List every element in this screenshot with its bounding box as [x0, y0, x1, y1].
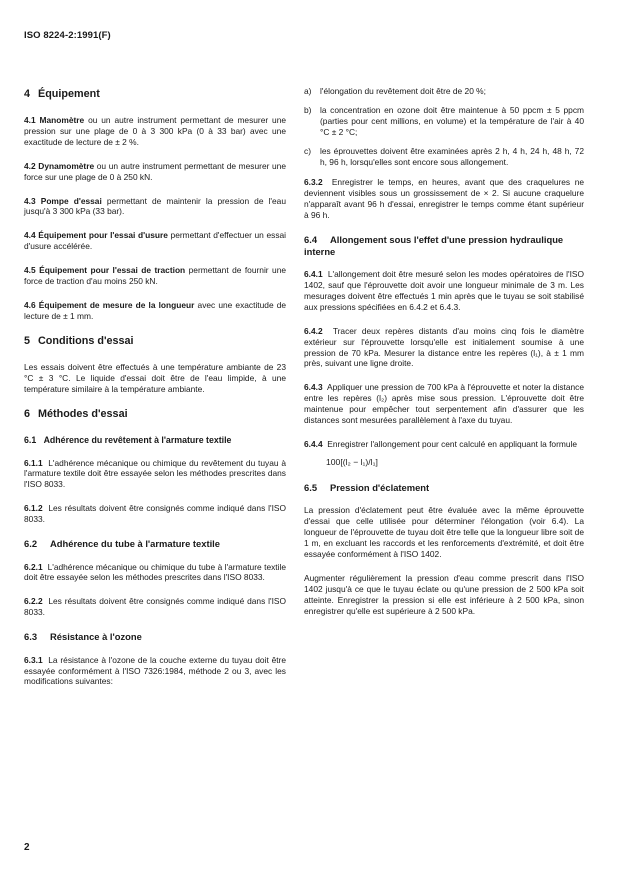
clause-text: L'adhérence mécanique ou chimique du tube à l'armature textile doit être essayée selon les méthodes prescrites dans l'ISO 8033.: [24, 561, 286, 583]
subsection-title: Adhérence du revêtement à l'armature textile: [43, 434, 232, 445]
elongation-formula: 100[(l₂ − l₁)/l₁]: [326, 456, 378, 467]
clause-6-4-2: [304, 326, 584, 370]
subsection-number: 6.5: [304, 481, 318, 493]
clause-number: 4.2: [24, 160, 36, 171]
section-title: Conditions d'essai: [38, 334, 134, 347]
clause-number: 6.4.2: [304, 325, 323, 336]
section-4-heading: [24, 88, 286, 101]
clause-text: L'allongement doit être mesuré selon les modes opératoires de l'ISO 1402, sauf que l'éprouvette doit avoir une longueur minimale de 3 m. Les mesurages doivent être effectués 1 min après que le tuyau se soit stabilisé aux pressions spécifiées en 6.4.2 et 6.4.3.: [304, 269, 585, 312]
clause-number: 4.5: [24, 265, 36, 276]
list-item: [304, 105, 584, 138]
clause-number: 4.3: [24, 195, 36, 206]
clause-text: permettant d'effectuer un essai d'usure accélérée.: [24, 230, 287, 252]
clause-number: 6.4.4: [304, 438, 323, 449]
clause-text: permettant de fournir une force de traction d'au moins 250 kN.: [24, 265, 287, 287]
document-header: ISO 8224-2:1991(F): [24, 30, 111, 41]
subsection-number: 6.1: [24, 434, 37, 445]
clause-4-1: [24, 115, 286, 148]
list-item: [304, 86, 584, 97]
clause-lead: Équipement pour l'essai de traction: [39, 265, 186, 276]
right-column: [304, 86, 584, 629]
clause-number: 4.6: [24, 299, 36, 310]
clause-6-5-paragraph: La pression d'éclatement peut être évaluée avec la même éprouvette d'essai que celle utilisée pour déterminer l'élongation (voir 6.4). La longueur de l'éprouvette de tuyau doit être telle que la longueur libre soit de 1 m, en excluant les raccords et les renforcements d'extrémité, et doit être essayée conformément à l'ISO 1402.: [304, 505, 584, 559]
clause-number: 6.3.2: [304, 177, 323, 188]
subsection-number: 6.3: [24, 631, 38, 643]
section-5-text: Les essais doivent être effectués à une température ambiante de 23 °C ± 3 °C. Le liquide d'essai doit être de l'eau limpide, à une température similaire à la température ambiante.: [24, 361, 286, 394]
clause-lead: Pompe d'essai: [40, 195, 102, 206]
clause-lead: Dynamomètre: [38, 160, 95, 171]
clause-text: Enregistrer le temps, en heures, avant que des craquelures ne deviennent visibles sous un grossissement de × 2. Si aucune craquelure n'apparaît avant 96 h d'essai, enregistrer le temps comme étant supérieur à 96 h.: [304, 177, 585, 221]
left-column: [24, 88, 286, 700]
clause-number: 6.1.1: [24, 457, 43, 468]
clause-6-3-1: [24, 655, 286, 688]
subsection-title: Allongement sous l'effet d'une pression hydraulique interne: [304, 234, 564, 257]
section-number: 4: [24, 88, 31, 100]
clause-4-5: [24, 265, 286, 287]
clause-4-4: [24, 230, 286, 252]
clause-4-6: [24, 300, 286, 322]
clause-6-1-1: [24, 458, 286, 491]
subsection-number: 6.4: [304, 234, 318, 246]
subsection-title: Pression d'éclatement: [330, 481, 430, 493]
page-number: 2: [24, 842, 30, 853]
subsection-6-1-heading: [24, 435, 286, 446]
clause-number: 6.4.1: [304, 269, 323, 280]
clause-number: 4.1: [24, 115, 36, 125]
clause-text: Tracer deux repères distants d'au moins cinq fois le diamètre extérieur sur l'éprouvette lorsqu'elle est initialement soumise à une pression de 70 kPa. Mesurer la distance entre les repères (l₁), à ± 1 mm près, suivant une ligne droite.: [304, 325, 584, 369]
clause-lead: Équipement de mesure de la longueur: [38, 299, 195, 310]
clause-number: 4.4: [24, 230, 36, 241]
list-marker: b): [304, 104, 312, 115]
section-5-heading: [24, 335, 286, 348]
clause-number: 6.4.3: [304, 382, 323, 393]
list-text: l'élongation du revêtement doit être de 20 %;: [320, 86, 486, 96]
clause-number: 6.3.1: [24, 654, 43, 665]
clause-6-4-3: [304, 382, 584, 426]
list-marker: c): [304, 145, 311, 156]
clause-6-4-1: [304, 269, 584, 313]
subsection-title: Résistance à l'ozone: [50, 631, 142, 643]
subsection-6-3-heading: [24, 631, 286, 643]
section-title: Équipement: [38, 88, 100, 100]
modifications-list: [304, 86, 584, 167]
section-number: 5: [24, 334, 31, 347]
subsection-number: 6.2: [24, 538, 38, 550]
clause-text: permettant de maintenir la pression de l'eau jusqu'à 3 300 kPa (33 bar).: [24, 195, 287, 217]
clause-text: La résistance à l'ozone de la couche externe du tuyau doit être essayée conformément à l'ISO 7326:1984, méthode 2 ou 3, avec les modifications suivantes:: [24, 654, 287, 687]
clause-number: 6.1.2: [24, 503, 43, 514]
clause-6-3-2: [304, 177, 584, 221]
subsection-6-5-heading: [304, 482, 584, 494]
subsection-title: Adhérence du tube à l'armature textile: [50, 538, 220, 550]
clause-lead: Équipement pour l'essai d'usure: [38, 230, 168, 241]
clause-6-5-paragraph: Augmenter régulièrement la pression d'eau comme prescrit dans l'ISO 1402 jusqu'à ce que le tuyau éclate ou qu'une pression de 2 500 kPa soit atteinte. Enregistrer la pression si elle est inférieure à 2 500 kPa, sinon enregistrer qu'elle est supérieure à 2 500 kPa.: [304, 572, 584, 616]
clause-number: 6.2.2: [24, 596, 43, 607]
clause-text: ou un autre instrument permettant de mesurer une pression sur une plage de 0 à 3 300 kPa (0 à 33 bar) avec une exactitude de lecture de ± 2 %.: [24, 115, 287, 147]
clause-text: L'adhérence mécanique ou chimique du revêtement du tuyau à l'armature textile doit être essayée selon les méthodes prescrites dans l'ISO 8033.: [24, 457, 286, 490]
clause-4-2: [24, 161, 286, 183]
clause-text: ou un autre instrument permettant de mesurer une force sur une plage de 0 à 250 kN.: [24, 160, 286, 182]
clause-text: Les résultats doivent être consignés comme indiqué dans l'ISO 8033.: [24, 503, 287, 525]
subsection-6-2-heading: [24, 538, 286, 550]
clause-text: avec une exactitude de lecture de ± 1 mm.: [24, 299, 287, 321]
clause-6-2-1: [24, 562, 286, 584]
section-6-heading: [24, 408, 286, 421]
clause-4-3: [24, 196, 286, 218]
clause-text: Appliquer une pression de 700 kPa à l'éprouvette et noter la distance entre les repères (l₂) après mise sous pression. L'éprouvette doit être maintenue pour empêcher tout serpentement afin d'assurer que les distances sont mesurées parallèlement à l'axe du tuyau.: [304, 382, 584, 426]
list-text: la concentration en ozone doit être maintenue à 50 ppcm ± 5 ppcm (parties pour cent millions, en volume) et la température de l'air à 40 °C ± 2 °C;: [320, 104, 584, 137]
clause-text: Les résultats doivent être consignés comme indiqué dans l'ISO 8033.: [24, 596, 287, 618]
clause-number: 6.2.1: [24, 561, 43, 572]
clause-6-1-2: [24, 503, 286, 525]
section-title: Méthodes d'essai: [38, 407, 128, 420]
clause-lead: Manomètre: [39, 115, 85, 125]
list-marker: a): [304, 86, 312, 96]
clause-6-4-4: [304, 439, 584, 450]
clause-6-2-2: [24, 596, 286, 618]
subsection-6-4-heading: [304, 234, 584, 257]
list-text: les éprouvettes doivent être examinées après 2 h, 4 h, 24 h, 48 h, 72 h, 96 h, lorsqu'elles sont encore sous allongement.: [320, 145, 584, 167]
section-number: 6: [24, 407, 31, 420]
clause-text: Enregistrer l'allongement pour cent calculé en appliquant la formule: [327, 438, 578, 449]
list-item: [304, 146, 584, 168]
